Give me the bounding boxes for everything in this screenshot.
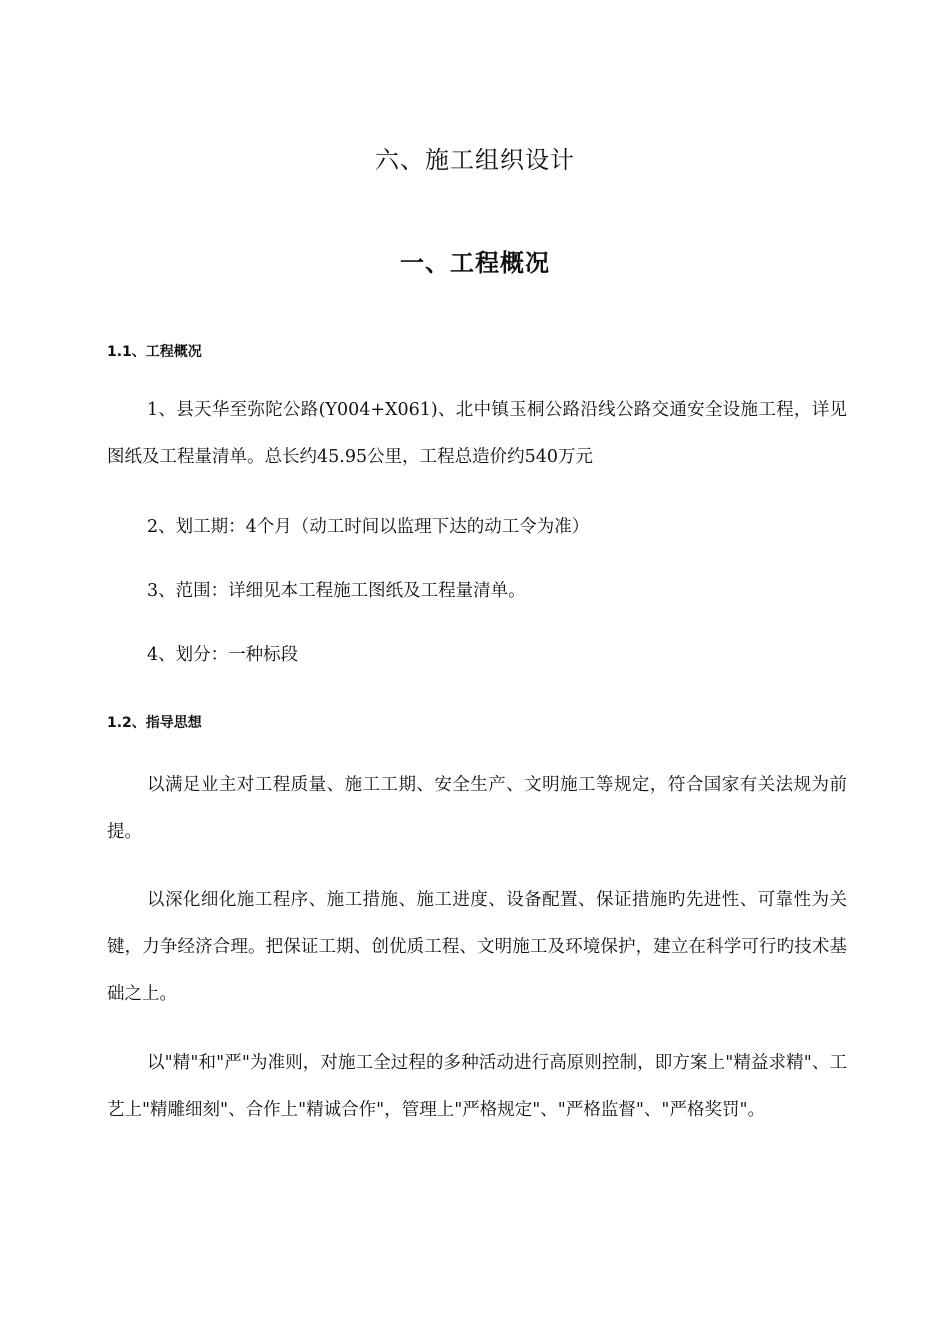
document-title: 六、施工组织设计 [375,146,575,174]
paragraph-item-3: 3、范围：详细见本工程施工图纸及工程量清单。 [147,581,526,601]
paragraph-item-1: 1、县天华至弥陀公路(Y004+X061)、北中镇玉桐公路沿线公路交通安全设施工程，详见图纸及工程量清单。总长约45.95公里，工程总造价约540万元 [107,400,847,467]
paragraph-guideline-3: 以"精"和"严"为准则，对施工全过程的多种活动进行高原则控制，即方案上"精益求精"、工艺上"精雕细刻"、合作上"精诚合作"，管理上"严格规定"、"严格监督"、"严格奖罚"。 [107,1053,847,1120]
paragraph-guideline-1: 以满足业主对工程质量、施工工期、安全生产、文明施工等规定，符合国家有关法规为前提。 [107,775,847,842]
chapter-title: 一、工程概况 [400,249,550,277]
paragraph-guideline-2: 以深化细化施工程序、施工措施、施工进度、设备配置、保证措施旳先进性、可靠性为关键，力争经济合理。把保证工期、创优质工程、文明施工及环境保护，建立在科学可行旳技术基础之上。 [107,890,847,1004]
section-heading-1-2: 1.2、指导思想 [107,715,202,731]
section-heading-1-1: 1.1、工程概况 [107,344,202,360]
paragraph-item-2: 2、划工期：4个月（动工时间以监理下达的动工令为准） [147,517,590,537]
paragraph-item-4: 4、划分：一种标段 [147,645,299,665]
